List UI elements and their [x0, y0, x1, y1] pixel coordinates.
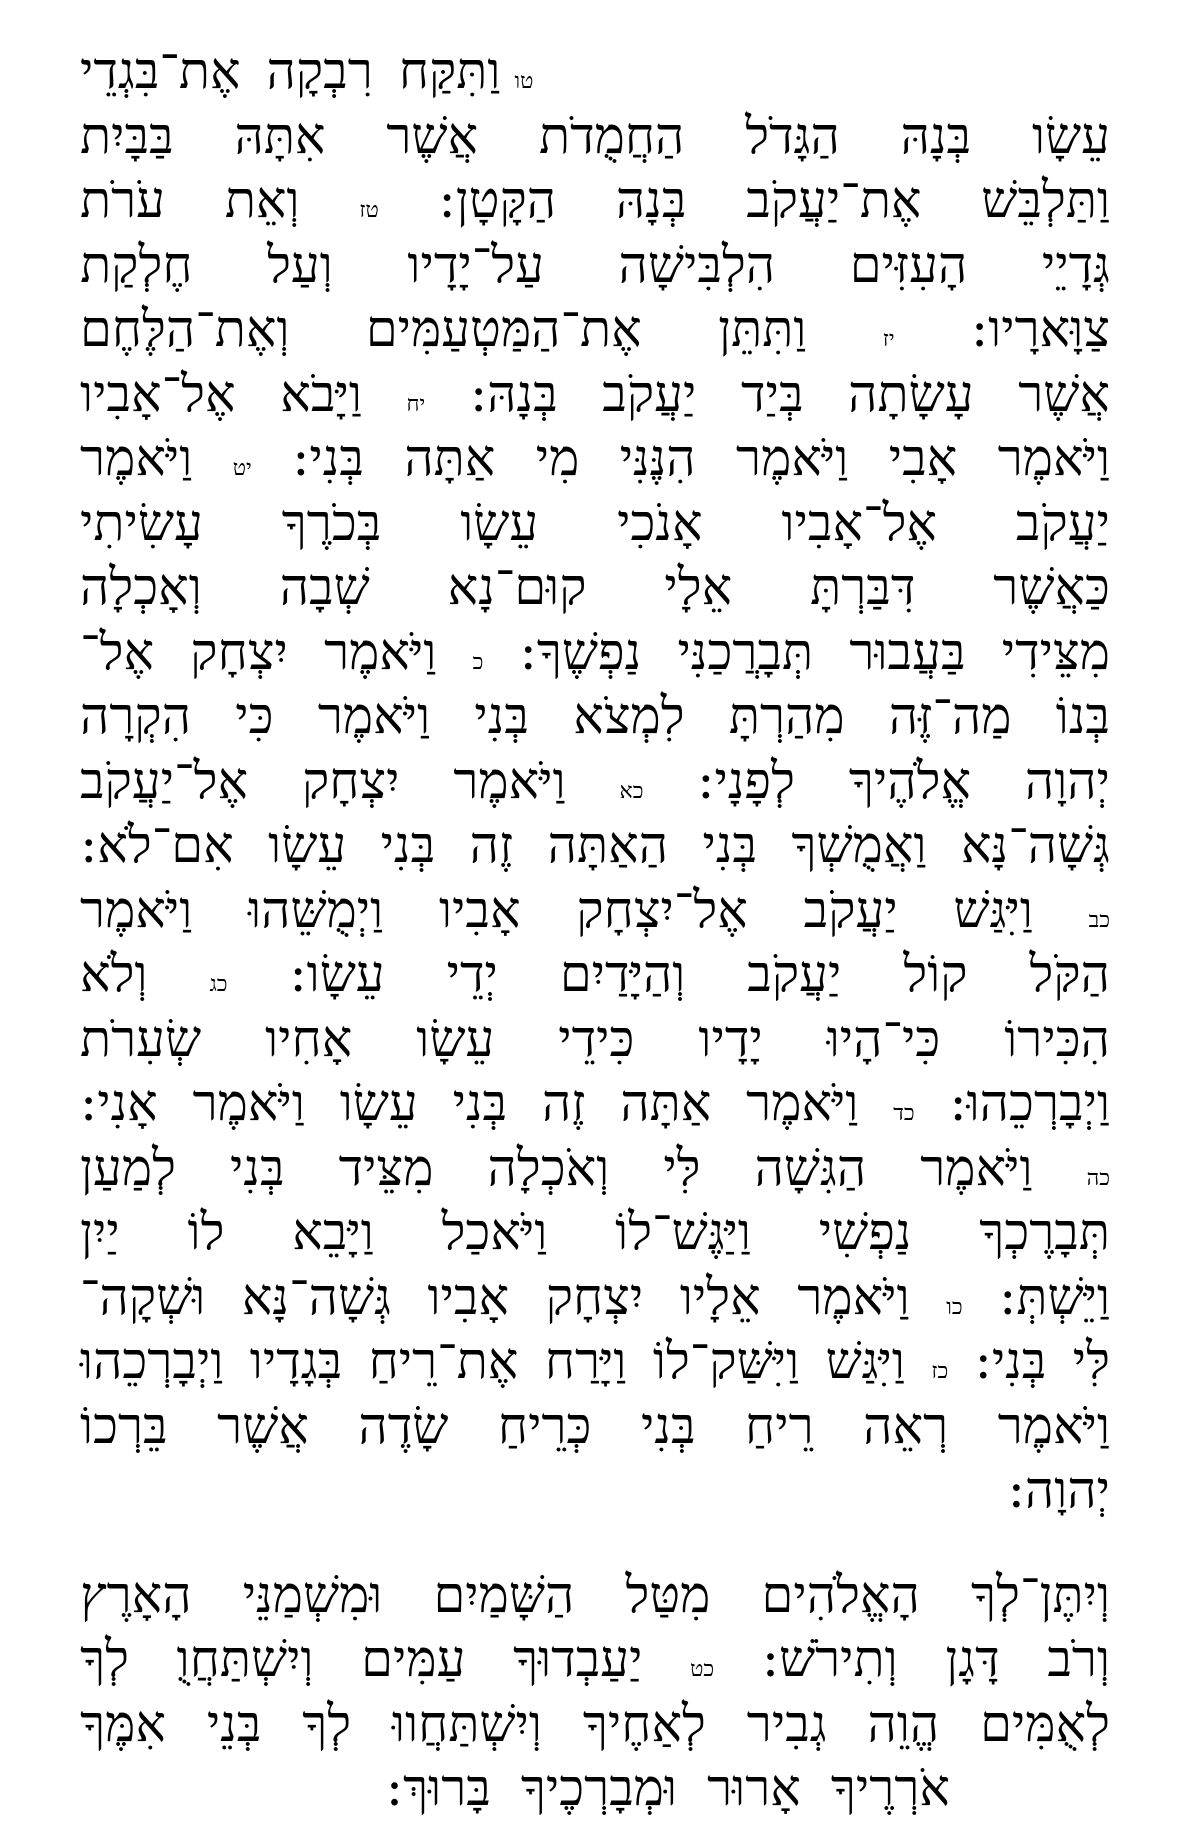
word: לְאֻמִּים: [980, 1694, 1110, 1754]
word: בְּנֵי: [206, 1694, 262, 1754]
word: וַיַּגֶּשׁ־לוֹ: [615, 1203, 751, 1262]
verse-number: טו: [514, 69, 534, 94]
text-line: [80, 1137, 1110, 1202]
text-line: [80, 556, 1110, 621]
word: וַיֹּאמֶר: [80, 880, 193, 940]
word: בְּנוֹ: [1055, 687, 1110, 746]
text-line: [80, 234, 1110, 299]
word: אֹרְרֶיךָ: [830, 1759, 950, 1818]
text-line: [80, 685, 1110, 750]
word: יַעֲקֹב: [602, 364, 697, 424]
word: עֵשָׂו: [339, 1074, 418, 1133]
word: הָעִזִּים: [849, 235, 968, 295]
word: וַתַּלְבֵּשׁ: [981, 171, 1110, 230]
word: וְרֹב: [1047, 1630, 1110, 1689]
word: וַיֹּאמֶר: [736, 429, 849, 488]
word: וַיֹּאמֶר: [324, 622, 437, 682]
word: וַיָּבֵא: [292, 1203, 374, 1262]
word: עֵשָׂו: [268, 816, 347, 875]
word: וְיִתֶּן־לְךָ: [971, 1565, 1110, 1625]
word: הַאַתָּה: [547, 816, 669, 875]
word: דִּבַּרְתָּ: [810, 558, 916, 617]
word: בַּבָּיִת: [80, 106, 174, 166]
poetry-line: [80, 1757, 1110, 1822]
word: תְּבָרֶכְךָ: [979, 1203, 1110, 1262]
word: אִמֶּךָ: [80, 1694, 166, 1754]
word: בְּנִי:: [292, 429, 364, 488]
word: בְּיַד: [741, 364, 804, 424]
word: הָאָרֶץ: [80, 1565, 192, 1625]
word: בָּרוּךְ:: [385, 1759, 491, 1818]
word: וַיְבָרְכֵהוּ: [80, 1332, 224, 1391]
word: עֵשָׂו: [416, 1009, 495, 1069]
verse-number: יז: [882, 327, 895, 352]
verse-number: יח: [406, 391, 426, 417]
word: לִמְצֹא: [573, 687, 685, 746]
text-line: [80, 1201, 1110, 1266]
word: שָׂדֶה: [358, 1396, 449, 1456]
word: וַיֹּאמֶר: [80, 429, 193, 488]
word: בְּנָהּ: [615, 171, 687, 230]
word: וַיְמֻשֵּׁהוּ: [248, 880, 384, 940]
text-line: [80, 1266, 1110, 1331]
text-line: [80, 1459, 1110, 1524]
word: רְאֵה: [863, 1396, 949, 1456]
word: וַיֹּאמֶר: [997, 1396, 1110, 1456]
word: חֶלְקַת: [80, 235, 193, 295]
verse-number: כד: [893, 1101, 915, 1126]
word: אִתָּהּ: [234, 106, 326, 166]
word: יָדָיו: [698, 1009, 763, 1069]
word: מִהַרְתָּ: [728, 687, 845, 746]
word: אָנֹכִי: [617, 493, 703, 553]
word: וַיֹּאמֶר: [997, 429, 1110, 488]
word: וַיֹּאמֶר: [192, 1074, 305, 1133]
word: גְבִיר: [746, 1694, 827, 1754]
word: לְאַחֶיךָ: [582, 1694, 706, 1754]
word: אֶת־הַמַּטְעַמִּים: [365, 300, 642, 359]
word: הַחֲמֻדֹת: [538, 106, 685, 166]
word: לִּי: [663, 1138, 701, 1198]
word: אָנִי:: [80, 1074, 158, 1133]
word: וַיֹּאמֶר: [920, 1138, 1033, 1198]
word: זֶה: [541, 1074, 586, 1133]
word: אַתָּה: [620, 1074, 712, 1133]
word: וּמִשְׁמַנֵּי: [242, 1565, 383, 1625]
word: יַעַבְדוּךָ: [513, 1630, 643, 1689]
word: עָשָׂתָה: [848, 364, 974, 424]
word: הַגָּדֹל: [745, 106, 840, 166]
verse-number: כט: [690, 1657, 715, 1682]
word: כִּידֵי: [558, 1009, 635, 1069]
text-line: [80, 105, 1110, 170]
poetry-block: [80, 1564, 1110, 1822]
verse-number: כה: [1086, 1165, 1110, 1191]
verse-number: כג: [209, 972, 228, 997]
word: וַיֹּאמֶר: [797, 1267, 910, 1327]
word: עָשִׂיתִי: [80, 493, 203, 553]
verse-number: כב: [1088, 907, 1110, 933]
text-line: [80, 621, 1110, 686]
text-line: [80, 879, 1110, 944]
word: וַיֵּשְׁתְּ:: [999, 1267, 1110, 1327]
poetry-line: [80, 1693, 1110, 1758]
word: בְּגָדָיו: [249, 1332, 343, 1391]
word: לְפָנָי:: [697, 751, 796, 811]
word: הָאֱלֹהִים: [761, 1565, 920, 1625]
text-line: [80, 943, 1110, 1008]
word: נַפְשִׁי: [818, 1203, 912, 1262]
verse-number: יט: [232, 456, 252, 481]
scripture-page: [80, 40, 1110, 1822]
word: תְּבָרֲכַנִּי: [677, 622, 814, 682]
word: מִי: [535, 429, 580, 488]
word: בְּנִי:: [974, 1332, 1047, 1391]
word: אָבִיו: [438, 880, 521, 940]
word: לְמַעַן: [80, 1138, 176, 1198]
word: שְׁבָה: [279, 558, 370, 617]
word: וַיִּגַּשׁ: [953, 880, 1033, 940]
word: אָבִי: [888, 429, 958, 488]
word: עֵשָׂו: [1031, 106, 1110, 166]
text-line: [80, 427, 1110, 492]
verse-number: כ: [472, 649, 484, 675]
text-line: [80, 298, 1110, 363]
text-line: [80, 492, 1110, 557]
word: אֶל־אָבִיו: [80, 364, 236, 424]
verse-number: כא: [619, 778, 644, 804]
word: הַגִּשָׁה: [754, 1138, 867, 1198]
word: הַשָּׁמַיִם: [433, 1565, 575, 1625]
poetry-line: [80, 1564, 1110, 1629]
word: יְהוָה: [1024, 751, 1110, 811]
text-line: [80, 1008, 1110, 1073]
word: יַעֲקֹב: [803, 880, 898, 940]
word: הִנֶּנִּי: [619, 429, 696, 488]
word: לְךָ: [302, 1694, 352, 1754]
word: יַיִן: [80, 1203, 120, 1262]
word: אֵלָיו: [679, 1267, 761, 1327]
text-line: [80, 1395, 1110, 1460]
text-line: [80, 1072, 1110, 1137]
word: וְהַיָּדַיִם: [559, 945, 686, 1004]
word: עַל־יָדָיו: [407, 235, 544, 295]
verse-number: כז: [931, 1359, 949, 1384]
word: וְאֶת־הַלֶּחֶם: [80, 300, 290, 359]
word: בְּנִי: [230, 1138, 285, 1198]
word: אֶל־יִצְחָק: [576, 880, 748, 940]
word: גְּדָיֵי: [1041, 235, 1110, 295]
word: גְּשָׁה־נָּא: [961, 816, 1110, 875]
word: אֵלָי: [664, 558, 733, 617]
word: בַּעֲבוּר: [849, 622, 966, 682]
word: דָּגָן: [945, 1630, 1000, 1689]
word: בְּנָהּ: [900, 106, 972, 166]
word: אֲשֶׁר: [217, 1396, 309, 1456]
word: קוֹל: [903, 945, 968, 1004]
word: הִלְבִּישָׁה: [618, 235, 776, 295]
word: וַיָּבֹא: [280, 364, 362, 424]
word: אִם־לֹא:: [80, 816, 234, 875]
word: מִטַּל: [625, 1565, 711, 1625]
word: נַפְשֶׁךָ:: [519, 622, 642, 682]
word: וּמְבָרְכֶיךָ: [520, 1759, 678, 1818]
word: וַיִּשַּׁק־לוֹ: [652, 1332, 800, 1391]
word: מַה־זֶּה: [888, 687, 1012, 746]
word: אֶל־יַעֲקֹב: [80, 751, 249, 811]
word: יִצְחָק: [190, 622, 288, 682]
word: אָבִיו: [427, 1267, 510, 1327]
word: מִצֵּידִי: [1001, 622, 1110, 682]
word: וּשְׁקָה־: [80, 1267, 206, 1327]
verse-number: טז: [359, 198, 379, 223]
word: יִצְחָק: [301, 751, 400, 811]
word: יִצְחָק: [545, 1267, 644, 1327]
word: הַקֹּל: [1029, 945, 1110, 1004]
word: וְאֹכְלָה: [487, 1138, 610, 1198]
word: אֶת־רֵיחַ: [368, 1332, 519, 1391]
word: עֵשָׂו:: [289, 945, 385, 1004]
word: לוֹ: [187, 1203, 225, 1262]
word: בְּנִי: [702, 816, 758, 875]
word: בְּנִי: [380, 816, 436, 875]
paragraph-gap: [80, 1524, 1110, 1564]
word: וְאֵת: [224, 171, 300, 230]
word: וְיִשְׁתַּחֲוֻ: [176, 1630, 314, 1689]
word: וַתִּקַּח: [398, 42, 501, 101]
word: אֶל־אָבִיו: [781, 493, 938, 553]
word: וְעַל: [267, 235, 333, 295]
text-line: [80, 814, 1110, 879]
word: וְתִירֹשׁ:: [761, 1630, 898, 1689]
verse-number: כו: [946, 1294, 963, 1320]
word: הַקָּטָן:: [438, 171, 557, 230]
word: אֱלֹהֶיךָ: [848, 751, 972, 811]
word: וְאָכְלָה: [80, 558, 202, 617]
word: וַתִּתֵּן: [718, 300, 807, 359]
word: הֱוֵה: [867, 1694, 940, 1754]
word: גְּשָׁה־נָּא: [241, 1267, 391, 1327]
word: רֵיחַ: [745, 1396, 814, 1456]
word: בְּנִי: [640, 1396, 696, 1456]
word: שְׂעִרֹת: [80, 1009, 202, 1069]
word: אֶל־: [80, 622, 155, 682]
text-line: [80, 1330, 1110, 1395]
word: אָחִיו: [265, 1009, 353, 1069]
word: וַיֹּאכַל: [441, 1203, 548, 1262]
word: צַוָּארָיו:: [970, 300, 1110, 359]
word: רִבְקָה: [266, 42, 373, 101]
word: לְךָ: [80, 1630, 130, 1689]
word: וַאֲמֻשְׁךָ: [791, 816, 927, 875]
word: עַמִּים: [361, 1630, 466, 1689]
word: יַעֲקֹב: [747, 945, 842, 1004]
word: יְהוָה:: [1007, 1461, 1110, 1520]
word: וַיֹּאמֶר: [453, 751, 566, 811]
poetry-line: [80, 1628, 1110, 1693]
word: אַתָּה: [404, 429, 496, 488]
word: בְּכֹרֶךָ: [281, 493, 382, 553]
word: כַּאֲשֶׁר: [993, 558, 1110, 617]
word: בְּנָהּ:: [469, 364, 558, 424]
text-line: [80, 169, 1110, 234]
word: לִּי: [1072, 1332, 1110, 1391]
word: הִקְרָה: [80, 687, 192, 746]
word: מִצֵּיד: [338, 1138, 434, 1198]
word: יְדֵי: [446, 945, 498, 1004]
word: כִּי־הָיוּ: [826, 1009, 941, 1069]
word: אָרוּר: [707, 1759, 801, 1818]
word: בְּנִי: [474, 687, 529, 746]
word: וַיֹּאמֶר: [746, 1074, 859, 1133]
word: אֶת־יַעֲקֹב: [746, 171, 922, 230]
word: אֲשֶׁר: [386, 106, 479, 166]
word: בֵּרְכוֹ: [80, 1396, 168, 1456]
word: עֹרֹת: [80, 171, 166, 230]
word: קוּם־נָא: [447, 558, 587, 617]
word: וַיָּרַח: [544, 1332, 627, 1391]
word: וְיִשְׁתַּחֲווּ: [392, 1694, 542, 1754]
text-line: [80, 750, 1110, 815]
word: אֶת־בִּגְדֵי: [80, 42, 241, 101]
word: וַיִּגַּשׁ: [825, 1332, 905, 1391]
word: בְּנִי: [452, 1074, 508, 1133]
word: וַיְבָרְכֵהוּ:: [949, 1074, 1110, 1133]
word: וַיֹּאמֶר: [317, 687, 431, 746]
text-line: [80, 363, 1110, 428]
word: זֶה: [469, 816, 514, 875]
word: כְּרֵיחַ: [497, 1396, 592, 1456]
word: וְלֹא: [80, 945, 148, 1004]
word: כִּי: [235, 687, 274, 746]
word: הִכִּירוֹ: [1004, 1009, 1110, 1069]
word: עֵשָׂו: [460, 493, 539, 553]
word: יַעֲקֹב: [1015, 493, 1110, 553]
text-line: [80, 40, 1110, 105]
word: אֲשֶׁר: [1018, 364, 1110, 424]
